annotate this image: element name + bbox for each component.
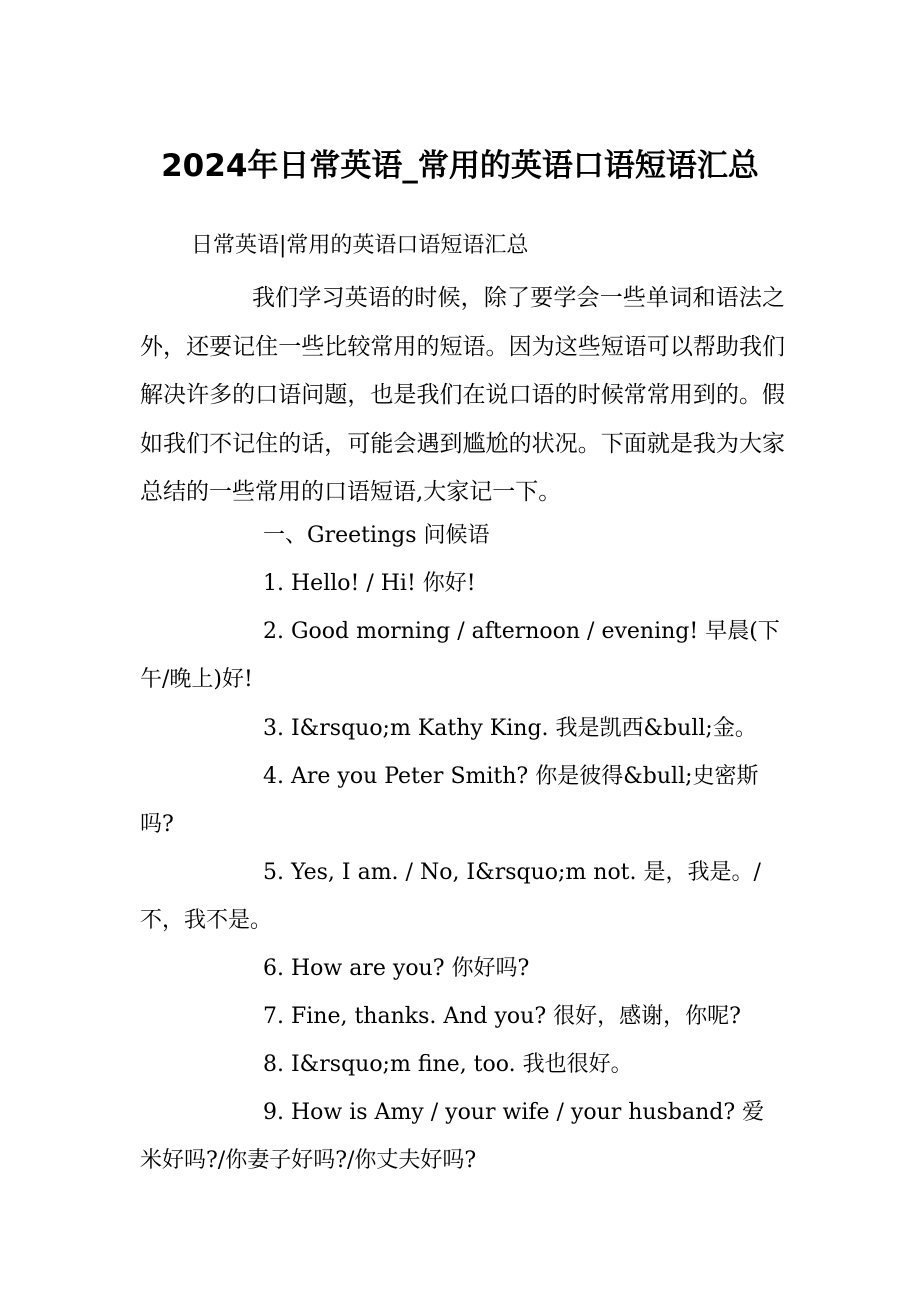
phrase-item: 9. How is Amy / your wife / your husband? 爱米好吗?/你妻子好吗?/你丈夫好吗? — [140, 1100, 765, 1173]
phrase-item: 4. Are you Peter Smith? 你是彼得&bull;史密斯吗? — [140, 764, 759, 837]
section-heading: 一、Greetings 问候语 — [263, 523, 490, 548]
document-title: 2024年日常英语_常用的英语口语短语汇总 — [161, 148, 759, 184]
phrase-item: 5. Yes, I am. / No, I&rsquo;m not. 是，我是。/ 不，我不是。 — [140, 860, 761, 933]
intro-paragraph: 我们学习英语的时候，除了要学会一些单词和语法之外，还要记住一些比较常用的短语。因为这些短语可以帮助我们解决许多的口语问题，也是我们在说口语的时候常常用到的。假如我们不记住的话，可能会遇到尴尬的状况。下面就是我为大家总结的一些常用的口语短语,大家记一下。 — [140, 285, 785, 505]
phrase-item: 1. Hello! / Hi! 你好! — [263, 571, 476, 596]
phrase-item: 3. I&rsquo;m Kathy King. 我是凯西&bull;金。 — [263, 716, 757, 741]
phrase-item: 7. Fine, thanks. And you? 很好，感谢，你呢? — [263, 1004, 741, 1029]
phrase-item: 6. How are you? 你好吗? — [263, 956, 530, 981]
document-subtitle: 日常英语|常用的英语口语短语汇总 — [191, 233, 529, 258]
phrase-item: 8. I&rsquo;m fine, too. 我也很好。 — [263, 1052, 633, 1077]
phrase-item: 2. Good morning / afternoon / evening! 早晨(下午/晚上)好! — [140, 619, 780, 692]
